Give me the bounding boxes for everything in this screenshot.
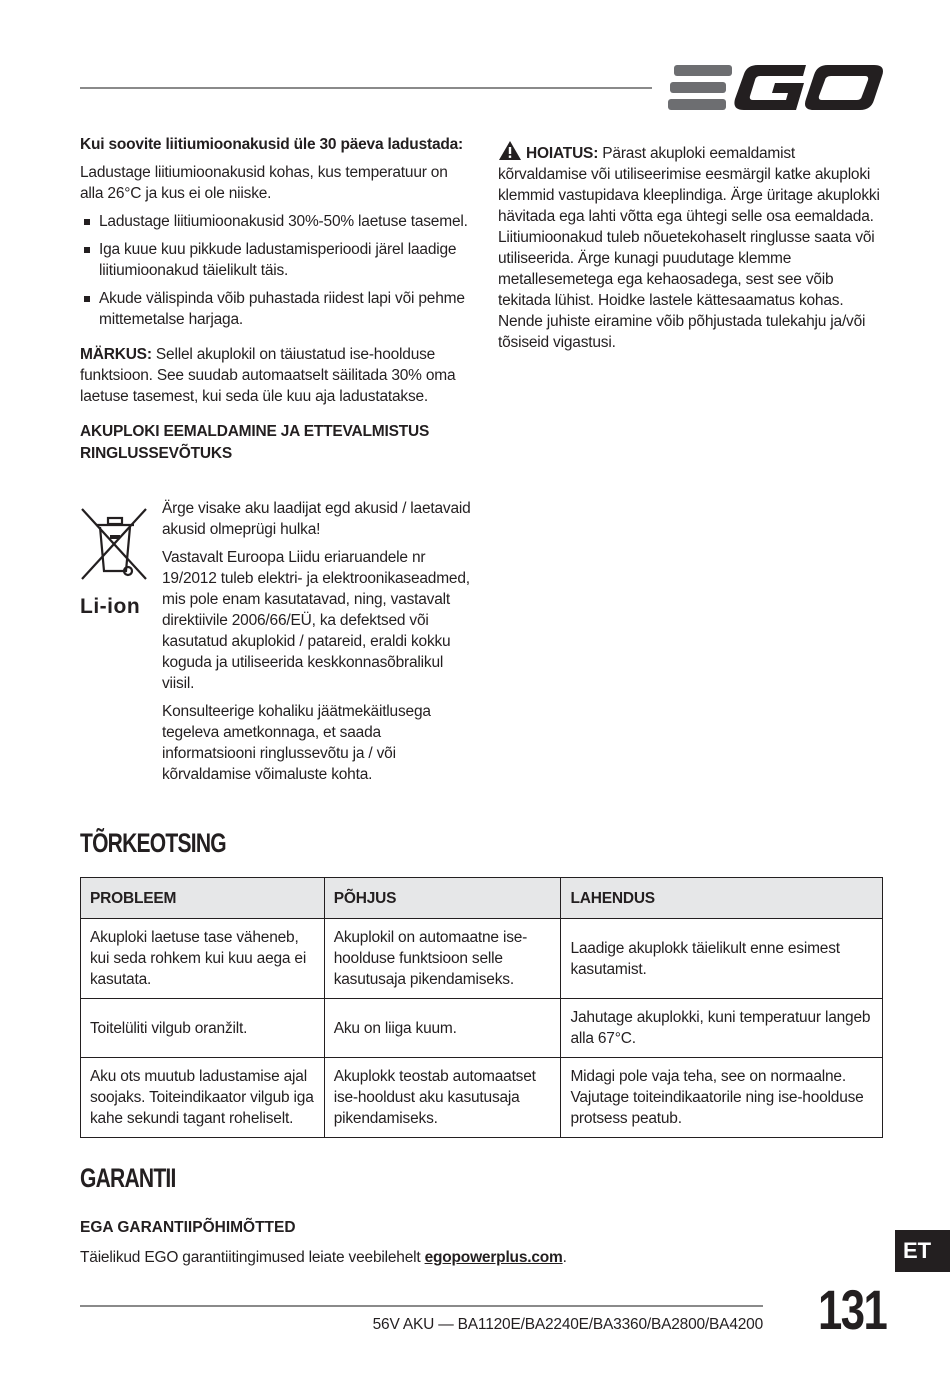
column-header-cause: PÕHJUS [324,878,561,919]
page-number: 131 [818,1278,887,1341]
column-header-problem: PROBLEEM [81,878,325,919]
header-rule [80,87,652,89]
table-cell: Toitelüliti vilgub oranžilt. [81,999,325,1058]
removal-paragraph: Konsulteerige kohaliku jäätmekäitlusega tegeleva ametkonnaga, et saada informatsiooni ringlussevõtu ja / või kõrvaldamise võimaluste kohta. [162,703,431,783]
li-ion-label: Li-ion [80,595,141,618]
removal-heading: AKUPLOKI EEMALDAMINE JA ETTEVALMISTUS RINGLUSSEVÕTUKS [80,423,430,462]
storage-heading: Kui soovite liitiumioonakusid üle 30 päeva ladustada: [80,136,464,153]
storage-bullet: Akude välispinda võib puhastada riidest lapi või pehme mittemetalse harjaga. [80,288,472,330]
storage-bullet: Ladustage liitiumioonakusid 30%-50% laetuse tasemel. [80,211,472,232]
warning-paragraph [498,140,886,353]
table-cell: Jahutage akuplokki, kuni temperatuur langeb alla 67°C. [561,999,883,1058]
table-cell: Laadige akuplokk täielikult enne esimest kasutamist. [561,919,883,999]
table-cell: Akuploki laetuse tase väheneb, kui seda rohkem kui kuu aega ei kasutata. [81,919,325,999]
troubleshooting-title: TÕRKEOTSING [80,828,226,858]
table-header-row [81,878,883,919]
ego-logo [668,62,884,114]
storage-bullet: Iga kuue kuu pikkude ladustamisperioodi järel laadige liitiumioonakud täielikult täis. [80,239,472,281]
table-cell: Midagi pole vaja teha, see on normaalne. Vajutage toiteindikaatorile ning ise-hoolduse protsess peatub. [561,1058,883,1138]
table-cell: Akuplokil on automaatne ise-hoolduse funktsioon selle kasutusaja pikendamiseks. [324,919,561,999]
removal-paragraph: Vastavalt Euroopa Liidu eriaruandele nr 19/2012 tuleb elektri- ja elektroonikaseadmed, mis pole enam kasutatavad, ning, vastavalt direktiivile 2006/66/EÜ, ka defektsed või kasutatud akuplokid / patareid, eraldi kokku koguda ja utiliseerida keskkonnasõbralikul viisil. [162,549,470,692]
warranty-text [80,1247,780,1268]
warning-triangle-icon [498,140,522,161]
column-header-solution: LAHENDUS [561,878,883,919]
storage-intro: Ladustage liitiumioonakusid kohas, kus temperatuur on alla 26°C ja kus ei ole niiske. [80,164,448,202]
crossed-bin-icon [80,505,152,587]
warranty-title: GARANTII [80,1163,176,1193]
note-text: Sellel akuplokil on täiustatud ise-hoolduse funktsioon. See suudab automaatselt säilitada 30% oma laetuse tasemest, kui seda üle kuu aja ladustatakse. [80,346,456,405]
table-cell: Aku on liiga kuum. [324,999,561,1058]
removal-text [162,498,476,785]
table-row [81,919,883,999]
note-paragraph [80,344,472,407]
warranty-subheading: EGA GARANTIIPÕHIMÕTTED [80,1219,296,1236]
language-tab: ET [895,1230,950,1272]
warranty-text-after: . [562,1249,567,1266]
troubleshooting-table [80,877,883,1138]
warranty-website-link[interactable]: egopowerplus.com [424,1249,563,1266]
footer-rule [80,1305,763,1307]
removal-paragraph: Ärge visake aku laadijat egd akusid / laetavaid akusid olmeprügi hulka! [162,500,471,538]
warranty-text-before: Täielikud EGO garantiitingimused leiate veebilehelt [80,1249,425,1266]
warning-text: Pärast akuploki eemaldamist kõrvaldamise või utiliseerimise eesmärgil katke akuploki klemmid vastupidava kleeplindiga. Ärge üritage akuplokki hävitada ega lahti võtta ega ühtegi selle osa eemaldada. Liitiumioonakud tuleb nõuetekohaselt ringlusse saata või utiliseerida. Ärge kunagi puudutage klemme metallesemetega ega kehaosadega, sest see võib tekitada lühist. Hoidke lastele kättesaamatus kohas. Nende juhiste eiramine võib põhjustada tulekahju ja/või tõsiseid vigastusi. [498,145,880,351]
weee-recycle-symbol [80,505,152,618]
table-cell: Aku ots muutub ladustamise ajal soojaks. Toiteindikaator vilgub iga kahe sekundi tagant roheliselt. [81,1058,325,1138]
note-label: MÄRKUS: [80,346,152,363]
table-row [81,999,883,1058]
warning-label: HOIATUS: [526,145,599,162]
table-cell: Akuplokk teostab automaatset ise-hooldust aku kasutusaja pikendamiseks. [324,1058,561,1138]
table-row [81,1058,883,1138]
model-line: 56V AKU — BA1120E/BA2240E/BA3360/BA2800/BA4200 [372,1316,763,1333]
left-column [80,134,472,465]
